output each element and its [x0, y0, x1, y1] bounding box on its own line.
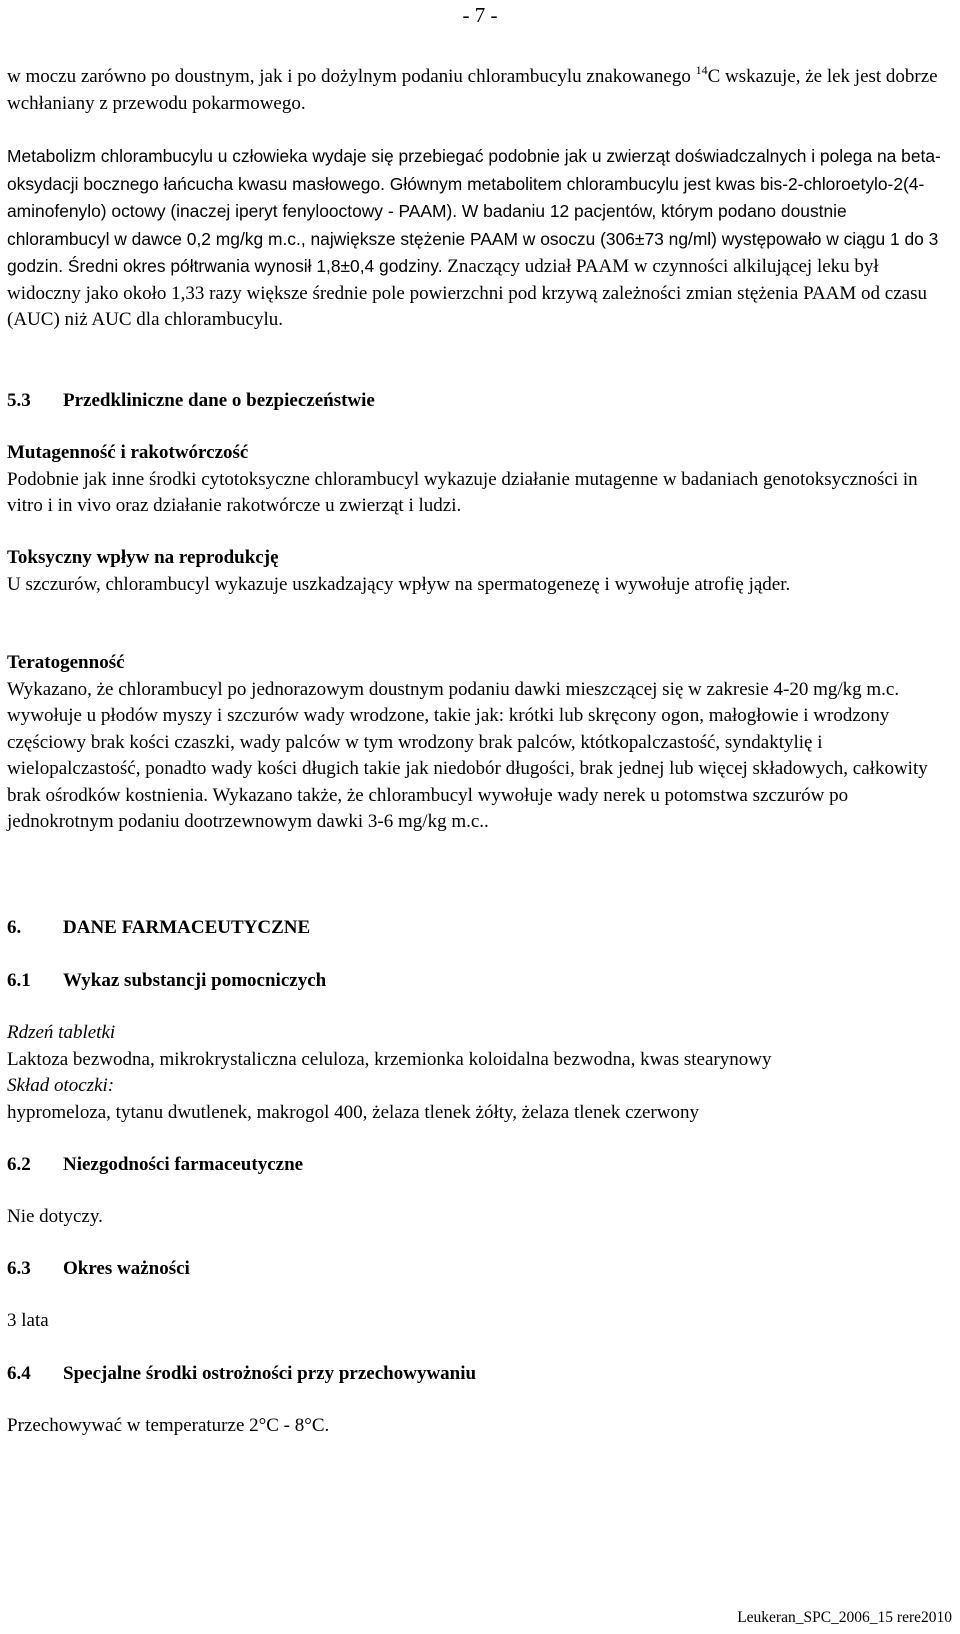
section-number: 6.2 [7, 1154, 31, 1175]
metabolism-text-serif: Znaczący udział PAAM w czynności alkilującej leku był widoczny jako około 1,33 razy większe średnie pole powierzchni pod krzywą zależności zmian stężenia PAAM od czasu (AUC) niż AUC dla chlorambucylu. [7, 256, 927, 330]
document-footer: Leukeran_SPC_2006_15 rere2010 [737, 1609, 952, 1626]
section-6-3-heading [7, 1256, 951, 1283]
intro-text-pre: w moczu zarówno po doustnym, jak i po dożylnym podaniu chlorambucylu znakowanego [7, 66, 696, 87]
excipients-block [7, 1020, 951, 1126]
intro-text-post: C wskazuje, że lek jest dobrze wchłaniany z przewodu pokarmowego. [7, 66, 938, 114]
core-label: Rdzeń tabletki [7, 1022, 116, 1043]
section-title: Przedkliniczne dane o bezpieczeństwie [63, 390, 375, 411]
section-6-1-heading [7, 968, 951, 995]
section-5-3-heading [7, 388, 951, 415]
section-number: 6. [7, 917, 22, 938]
coating-text: hypromeloza, tytanu dwutlenek, makrogol 400, żelaza tlenek żółty, żelaza tlenek czerwony [7, 1101, 699, 1123]
core-text: Laktoza bezwodna, mikrokrystaliczna celuloza, krzemionka koloidalna bezwodna, kwas stearynowy [7, 1048, 772, 1070]
section-6-3-text: 3 lata [7, 1310, 49, 1331]
mutagenicity-heading: Mutagenność i rakotwórczość [7, 442, 249, 463]
section-title: Niezgodności farmaceutyczne [63, 1154, 304, 1175]
mutagenicity-text: Podobnie jak inne środki cytotoksyczne chlorambucyl wykazuje działanie mutagenne w badaniach genotoksyczności in vitro i in vivo oraz działanie rakotwórcze u zwierząt i ludzi. [7, 468, 918, 516]
section-title: Specjalne środki ostrożności przy przechowywaniu [63, 1363, 477, 1384]
mutagenicity-block [7, 440, 951, 520]
teratogenicity-block [7, 650, 951, 836]
metabolism-text-sans: Metabolizm chlorambucylu u człowieka wydaje się przebiegać podobnie jak u zwierząt doświadczalnych i polega na beta-oksydacji bocznego łańcucha kwasu masłowego. Głównym metabolitem chlorambucylu jest kwas bis-2-chloroetylo-2(4-aminofenylo) octowy (inaczej iperyt fenylooctowy - PAAM). W badaniu 12 pacjentów, którym podano doustnie chlorambucyl w dawce 0,2 mg/kg m.c., największe stężenie PAAM w osoczu (306±73 ng/ml) występowało w ciągu 1 do 3 godzin. Średni okres półtrwania wynosił 1,8±0,4 godziny. [7, 146, 941, 276]
reproduction-heading: Toksyczny wpływ na reprodukcję [7, 547, 279, 568]
section-title: DANE FARMACEUTYCZNE [63, 917, 311, 938]
section-6-4-heading [7, 1361, 951, 1388]
section-6-heading [7, 915, 951, 942]
section-6-2-heading [7, 1152, 951, 1179]
intro-paragraph [7, 64, 951, 117]
reproduction-block [7, 545, 951, 598]
section-number: 5.3 [7, 390, 31, 411]
section-6-4-text: Przechowywać w temperaturze 2°C - 8°C. [7, 1415, 330, 1436]
page-number: - 7 - [462, 3, 498, 27]
reproduction-text: U szczurów, chlorambucyl wykazuje uszkadzający wpływ na spermatogenezę i wywołuje atrofię jąder. [7, 573, 791, 595]
isotope-superscript: 14 [695, 62, 708, 77]
section-title: Okres ważności [63, 1258, 190, 1279]
section-6-2-text: Nie dotyczy. [7, 1206, 103, 1227]
section-number: 6.1 [7, 970, 31, 991]
coating-label: Skład otoczki: [7, 1075, 115, 1096]
teratogenicity-heading: Teratogenność [7, 652, 125, 673]
section-title: Wykaz substancji pomocniczych [63, 970, 327, 991]
metabolism-paragraph [7, 143, 951, 334]
section-number: 6.3 [7, 1258, 31, 1279]
section-number: 6.4 [7, 1363, 31, 1384]
teratogenicity-text: Wykazano, że chlorambucyl po jednorazowym doustnym podaniu dawki mieszczącej się w zakresie 4-20 mg/kg m.c. wywołuje u płodów myszy i szczurów wady wrodzone, takie jak: krótki lub skręcony ogon, małogłowie i wrodzony częściowy brak kości czaszki, wady palców w tym wrodzony brak palców, któtkopalczastość, syndaktylię i wielopalczastość, ponadto wady kości długich takie jak niedobór długości, brak jednej lub więcej składowych, całkowity brak ośrodków kostnienia. Wykazano także, że chlorambucyl wywołuje wady nerek u potomstwa szczurów po jednokrotnym podaniu dootrzewnowym dawki 3-6 mg/kg m.c.. [7, 678, 928, 832]
